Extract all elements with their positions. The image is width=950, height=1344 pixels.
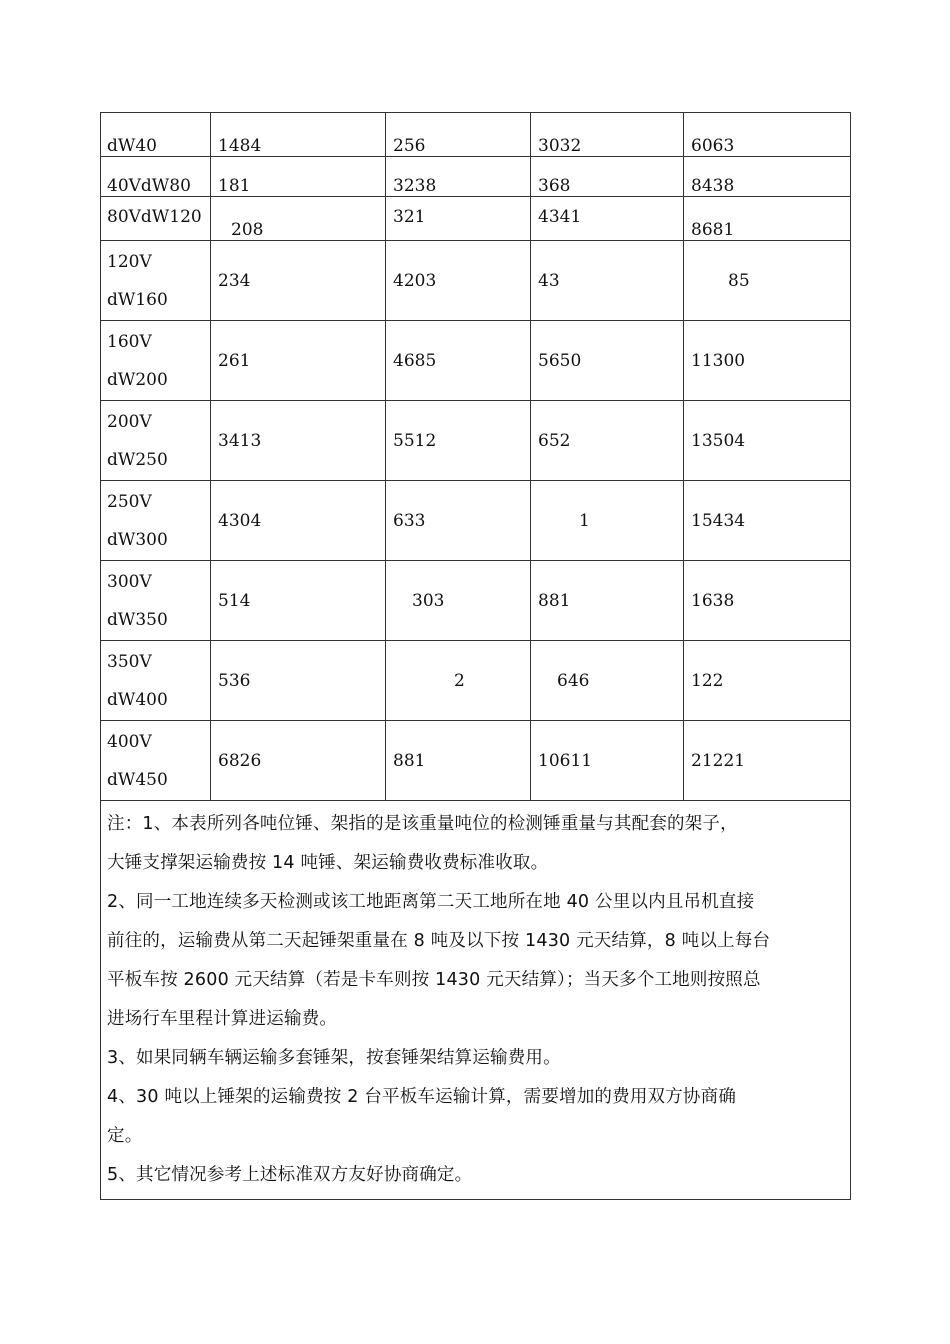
table-cell: 85 [684,241,851,321]
table-cell: 10611 [531,721,684,801]
table-cell: 256 [386,113,531,157]
notes-cell [101,801,851,1200]
note-1-cont: 大锤支撑架运输费按 14 吨锤、架运输费收费标准收取。 [107,853,549,873]
table-cell: 3032 [531,113,684,157]
table-cell: 43 [531,241,684,321]
table-cell: 5512 [386,401,531,481]
table-cell: 4341 [531,197,684,241]
table-row [101,321,851,401]
fee-table-container [100,112,850,1200]
table-row [101,641,851,721]
table-cell: 2 [386,641,531,721]
row-label: dW40 [101,113,211,157]
row-label: 300V dW350 [101,561,211,641]
table-cell: 3413 [211,401,386,481]
table-cell: 8438 [684,157,851,197]
row-label: 200V dW250 [101,401,211,481]
table-cell: 881 [531,561,684,641]
table-cell: 1 [531,481,684,561]
table-row [101,241,851,321]
table-cell: 3238 [386,157,531,197]
table-cell: 261 [211,321,386,401]
table-cell: 881 [386,721,531,801]
table-cell: 303 [386,561,531,641]
transport-fee-table [100,112,851,1200]
note-4-cont: 定。 [107,1126,143,1146]
table-cell: 1484 [211,113,386,157]
table-cell: 181 [211,157,386,197]
table-row [101,401,851,481]
table-cell: 234 [211,241,386,321]
table-cell: 536 [211,641,386,721]
table-cell: 321 [386,197,531,241]
table-cell: 646 [531,641,684,721]
note-2: 2、同一工地连续多天检测或该工地距离第二天工地所在地 40 公里以内且吊机直接 [107,892,755,912]
table-cell: 4203 [386,241,531,321]
note-2-cont: 前往的，运输费从第二天起锤架重量在 8 吨及以下按 1430 元天结算，8 吨以上每台 [107,931,771,951]
table-cell: 11300 [684,321,851,401]
note-5: 5、其它情况参考上述标准双方友好协商确定。 [107,1165,473,1185]
note-4: 4、30 吨以上锤架的运输费按 2 台平板车运输计算，需要增加的费用双方协商确 [107,1087,737,1107]
row-label: 400V dW450 [101,721,211,801]
table-cell: 21221 [684,721,851,801]
table-cell: 6826 [211,721,386,801]
table-cell: 652 [531,401,684,481]
row-label: 250V dW300 [101,481,211,561]
row-label: 80VdW120 [101,197,211,241]
notes-row [101,801,851,1200]
table-cell: 15434 [684,481,851,561]
note-1: 注：1、本表所列各吨位锤、架指的是该重量吨位的检测锤重量与其配套的架子， [107,814,738,834]
note-2-cont: 平板车按 2600 元天结算（若是卡车则按 1430 元天结算）；当天多个工地则按照总 [107,970,761,990]
row-label: 160V dW200 [101,321,211,401]
row-label: 40VdW80 [101,157,211,197]
table-cell: 13504 [684,401,851,481]
table-row [101,561,851,641]
table-row [101,197,851,241]
table-cell: 208 [211,197,386,241]
note-3: 3、如果同辆车辆运输多套锤架，按套锤架结算运输费用。 [107,1048,561,1068]
table-cell: 633 [386,481,531,561]
table-cell: 368 [531,157,684,197]
table-row [101,157,851,197]
table-cell: 6063 [684,113,851,157]
row-label: 120V dW160 [101,241,211,321]
table-cell: 122 [684,641,851,721]
table-cell: 8681 [684,197,851,241]
table-row [101,481,851,561]
table-row [101,721,851,801]
table-row [101,113,851,157]
table-cell: 4304 [211,481,386,561]
note-2-cont: 进场行车里程计算进运输费。 [107,1009,338,1029]
row-label: 350V dW400 [101,641,211,721]
table-cell: 4685 [386,321,531,401]
table-cell: 1638 [684,561,851,641]
table-cell: 514 [211,561,386,641]
table-cell: 5650 [531,321,684,401]
